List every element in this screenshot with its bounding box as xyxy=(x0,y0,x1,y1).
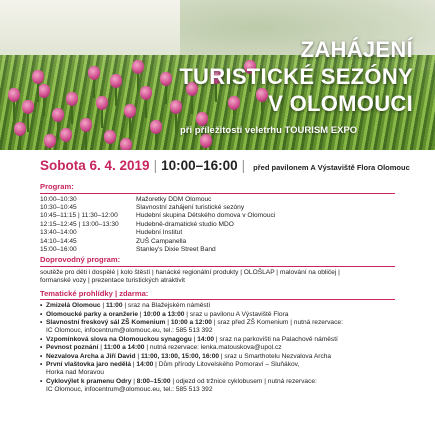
title-line-3: V OLOMOUCI xyxy=(268,91,413,116)
tour-details: sraz u pavilonu A Výstaviště Flora xyxy=(189,310,289,318)
tulip-stem xyxy=(57,120,59,140)
tulip-stem xyxy=(129,116,131,136)
tulip-icon xyxy=(132,60,144,74)
separator: | xyxy=(137,310,144,318)
separator: | xyxy=(135,352,141,360)
tour-time: 10:00 a 13:00 xyxy=(143,310,185,318)
tour-time: 11:00 xyxy=(105,302,123,310)
separator: | xyxy=(131,361,137,368)
tulip-icon xyxy=(60,128,72,142)
tour-name: Zmizelá Olomouc xyxy=(46,302,101,310)
tulip-stem xyxy=(27,112,29,132)
bullet-icon: • xyxy=(40,361,43,368)
tour-name: Cyklovýlet k pramenu Odry xyxy=(46,377,132,385)
separator: | xyxy=(131,377,137,385)
tulip-stem xyxy=(13,100,15,120)
separator: | xyxy=(214,335,220,343)
event-subtitle: při příležitosti veletrhu TOURISM EXPO xyxy=(180,125,358,136)
tours-list xyxy=(40,302,430,394)
tour-item xyxy=(40,378,430,386)
tulip-stem xyxy=(115,86,117,106)
tour-time: 14:00 xyxy=(136,361,154,368)
event-date: Sobota 6. 4. 2019 xyxy=(40,158,150,173)
tour-name: Nezvalova Archa a Jiří David xyxy=(46,352,136,360)
tulip-icon xyxy=(52,108,64,122)
program-time: 15:00–16:00 xyxy=(40,245,77,253)
tulip-icon xyxy=(80,118,92,132)
divider xyxy=(40,266,395,267)
program-time: 10:00–10:30 xyxy=(40,195,77,203)
separator: | xyxy=(191,335,198,343)
program-time: 12:15–12:45 | 13:00–13:30 xyxy=(40,220,119,228)
program-time: 10:30–10:45 xyxy=(40,203,77,211)
tulip-stem xyxy=(19,134,21,150)
tour-time: 11:00, 13:00, 15:00, 16:00 xyxy=(140,352,220,360)
separator: | xyxy=(153,158,158,173)
tulip-stem xyxy=(71,104,73,124)
tulip-icon xyxy=(150,120,162,134)
title-line-1: ZAHÁJENÍ xyxy=(300,37,413,62)
title-line-2: TURISTICKÉ SEZÓNY xyxy=(179,64,413,89)
companion-line: formanské vozy | prezentace turistických atraktivit xyxy=(40,277,185,285)
separator: | xyxy=(241,158,246,173)
separator: | xyxy=(165,318,171,326)
bullet-icon: • xyxy=(40,318,43,326)
tulip-icon xyxy=(124,104,136,118)
tulip-stem xyxy=(137,72,139,92)
header-photo xyxy=(0,0,435,150)
event-title xyxy=(179,36,413,117)
tulip-icon xyxy=(66,92,78,106)
companion-heading: Doprovodný program: xyxy=(40,255,121,265)
program-item: Mažoretky DDM Olomouc xyxy=(136,195,212,203)
tulip-stem xyxy=(101,108,103,128)
tulip-icon xyxy=(22,100,34,114)
divider xyxy=(40,193,395,194)
program-item: Slavnostní zahájení turistické sezóny xyxy=(136,203,245,211)
bullet-icon: • xyxy=(40,302,43,310)
tulip-stem xyxy=(155,132,157,150)
separator: | xyxy=(219,352,225,360)
program-time: 13:40–14:00 xyxy=(40,229,77,237)
tulip-stem xyxy=(85,130,87,150)
tulip-icon xyxy=(32,70,44,84)
tour-details: Dům přírody Litovelského Pomoraví – Sluňákov, xyxy=(158,361,300,368)
tulip-icon xyxy=(160,72,172,86)
tour-details: IC Olomouc, infocentrum@olomouc.eu, tel.: 585 513 392 xyxy=(46,386,213,394)
program-item: Hudební Institut xyxy=(136,229,183,237)
tulip-icon xyxy=(110,74,122,88)
program-item: Hudební skupina Dětského domova v Olomouci xyxy=(136,212,276,220)
tour-details: sraz před ZŠ Komenium | nutná rezervace: xyxy=(217,318,343,326)
separator: | xyxy=(98,344,104,352)
tour-details: IC Olomouc, infocentrum@olomouc.eu, tel.: 585 513 392 xyxy=(46,327,213,335)
tour-item xyxy=(40,353,430,361)
tour-details: nutná rezervace: lenka.matouskova@upol.cz xyxy=(149,344,282,352)
program-item: Stanley's Dixie Street Band xyxy=(136,245,216,253)
tour-name: Olomoucké parky a oranžerie xyxy=(46,310,138,318)
program-heading: Program: xyxy=(40,182,74,191)
tulip-icon xyxy=(96,96,108,110)
tour-item xyxy=(40,336,430,344)
tour-time: 11:00 a 14:00 xyxy=(103,344,145,352)
tulip-stem xyxy=(37,82,39,102)
content xyxy=(40,182,430,395)
program-time: 14:10–14:45 xyxy=(40,237,77,245)
tulip-icon xyxy=(88,66,100,80)
tour-name: Vzpomínková slova na Olomouckou synagogu xyxy=(46,335,192,343)
bullet-icon: • xyxy=(40,310,43,318)
separator: | xyxy=(153,361,159,368)
tulip-icon xyxy=(44,134,56,148)
bullet-icon: • xyxy=(40,335,43,343)
tulip-icon xyxy=(120,138,132,150)
tulip-icon xyxy=(140,86,152,100)
tour-details: odjezd od tržnice cyklobusem | nutná rezervace: xyxy=(175,377,317,385)
bullet-icon: • xyxy=(40,352,43,360)
tour-item xyxy=(40,344,430,352)
tulip-icon xyxy=(8,88,20,102)
tour-details: sraz u Smarthotelu Nezvalova Archa xyxy=(224,352,332,360)
tour-time: 8:00–15:00 xyxy=(136,377,171,385)
tour-item xyxy=(40,311,430,319)
separator: | xyxy=(184,310,190,318)
separator: | xyxy=(100,302,106,310)
tour-time: 14:00 xyxy=(197,335,215,343)
bullet-icon: • xyxy=(40,377,43,385)
separator: | xyxy=(211,318,218,326)
tour-time: 10:00 a 12:00 xyxy=(170,318,212,326)
tulip-stem xyxy=(145,98,147,118)
tour-item xyxy=(40,369,430,377)
separator: | xyxy=(144,344,150,352)
tour-name: První vlaštovka jaro nedělá xyxy=(46,361,132,368)
tour-item xyxy=(40,302,430,310)
separator: | xyxy=(122,302,128,310)
event-venue: před pavilonem A Výstaviště Flora Olomouc xyxy=(253,163,410,172)
tour-name: Pevnost poznání xyxy=(46,344,99,352)
event-time: 10:00–16:00 xyxy=(161,158,238,173)
tour-details: sraz na parkovišti na Palachově náměstí xyxy=(219,335,338,343)
program-item: ZUŠ Campanella xyxy=(136,237,187,245)
tour-item xyxy=(40,361,430,369)
separator: | xyxy=(170,377,176,385)
program-time: 10:45–11:15 | 11:30–12:00 xyxy=(40,212,118,220)
tulip-icon xyxy=(14,122,26,136)
tulip-stem xyxy=(93,78,95,98)
bullet-icon: • xyxy=(40,344,43,352)
tulip-stem xyxy=(43,96,45,116)
tulip-icon xyxy=(104,130,116,144)
tour-item xyxy=(40,327,430,335)
tour-item xyxy=(40,386,430,394)
tour-item xyxy=(40,319,430,327)
divider xyxy=(40,299,395,300)
tulip-icon xyxy=(200,134,212,148)
tour-name: Slavnostní freskový sál ZŠ Komenium xyxy=(46,318,166,326)
program-table xyxy=(40,196,430,255)
tulip-stem xyxy=(175,112,177,132)
date-bar xyxy=(40,158,435,178)
companion-line: soutěže pro děti i dospělé | kolo štěstí | hanácké regionální produkty | OLOŠLAP | malování na obličej | xyxy=(40,268,340,276)
tulip-icon xyxy=(38,84,50,98)
tours-heading: Tematické prohlídky | zdarma: xyxy=(40,288,149,298)
tour-details: Horka nad Moravou xyxy=(46,369,104,377)
program-item: Hudebně-dramatické studio MDO xyxy=(136,220,234,228)
tulip-stem xyxy=(165,84,167,104)
tour-details: sraz na Blažejském náměstí xyxy=(127,302,211,310)
